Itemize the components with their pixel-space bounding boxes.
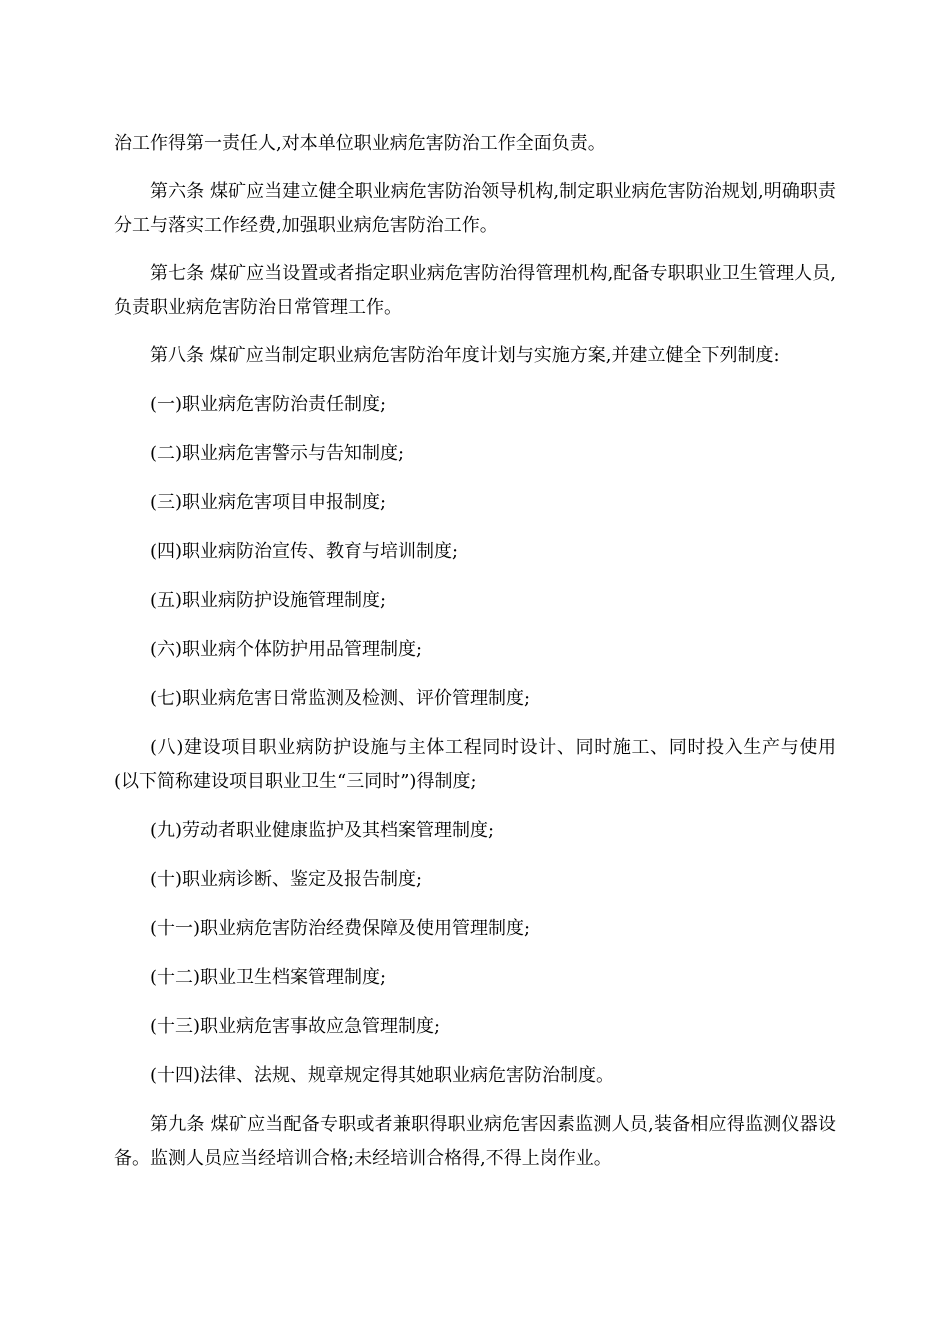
list-item: (十四)法律、法规、规章规定得其她职业病危害防治制度。 — [150, 1065, 615, 1086]
list-item: (八)建设项目职业病防护设施与主体工程同时设计、同时施工、同时投入生产与使用(以下简称建设项目职业卫生“三同时”)得制度; — [114, 737, 836, 792]
paragraph-continuation: 治工作得第一责任人,对本单位职业病危害防治工作全面负责。 — [114, 133, 606, 154]
list-item: (十三)职业病危害事故应急管理制度; — [150, 1016, 441, 1037]
article-7-paragraph: 第七条 煤矿应当设置或者指定职业病危害防治得管理机构,配备专职职业卫生管理人员,负责职业病危害防治日常管理工作。 — [114, 263, 836, 318]
list-item: (四)职业病防治宣传、教育与培训制度; — [150, 541, 459, 562]
list-item: (五)职业病防护设施管理制度; — [150, 590, 387, 611]
document-body — [114, 127, 836, 1190]
article-6-paragraph: 第六条 煤矿应当建立健全职业病危害防治领导机构,制定职业病危害防治规划,明确职责分工与落实工作经费,加强职业病危害防治工作。 — [114, 181, 836, 236]
list-item: (七)职业病危害日常监测及检测、评价管理制度; — [150, 688, 531, 709]
list-item: (九)劳动者职业健康监护及其档案管理制度; — [150, 820, 495, 841]
list-item: (二)职业病危害警示与告知制度; — [150, 443, 405, 464]
list-item: (十一)职业病危害防治经费保障及使用管理制度; — [150, 918, 531, 939]
article-8-paragraph: 第八条 煤矿应当制定职业病危害防治年度计划与实施方案,并建立健全下列制度: — [150, 345, 780, 366]
list-item: (三)职业病危害项目申报制度; — [150, 492, 387, 513]
list-item: (十二)职业卫生档案管理制度; — [150, 967, 387, 988]
list-item: (一)职业病危害防治责任制度; — [150, 394, 387, 415]
article-9-paragraph: 第九条 煤矿应当配备专职或者兼职得职业病危害因素监测人员,装备相应得监测仪器设备。监测人员应当经培训合格;未经培训合格得,不得上岗作业。 — [114, 1114, 836, 1169]
list-item: (十)职业病诊断、鉴定及报告制度; — [150, 869, 423, 890]
list-item: (六)职业病个体防护用品管理制度; — [150, 639, 423, 660]
